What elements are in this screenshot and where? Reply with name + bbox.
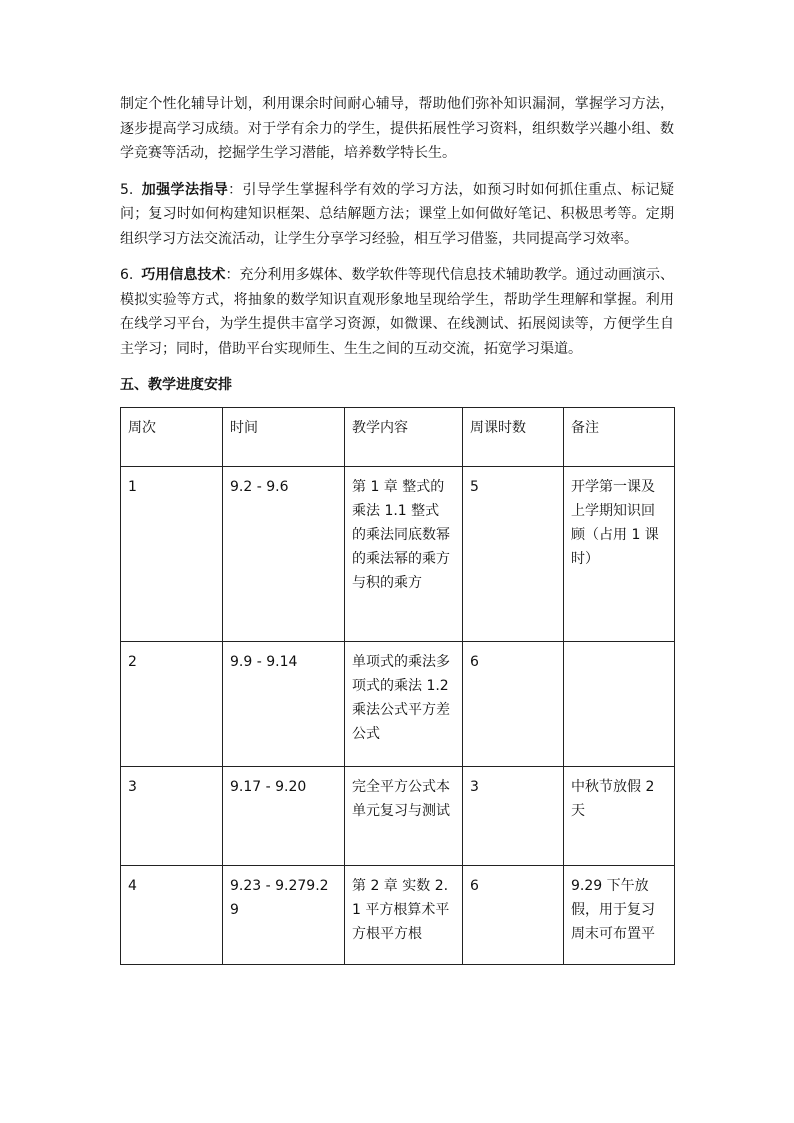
cell-week: 1 — [121, 467, 223, 642]
list-number: 6. — [120, 267, 134, 283]
paragraph-study-method — [120, 178, 674, 252]
cell-hours: 3 — [463, 767, 564, 866]
cell-notes — [564, 642, 675, 767]
cell-content: 单项式的乘法多项式的乘法 1.2 乘法公式平方差公式 — [345, 642, 463, 767]
paragraph-text: 充分利用多媒体、数学软件等现代信息技术辅助教学。通过动画演示、模拟实验等方式，将抽象的数学知识直观形象地呈现给学生，帮助学生理解和掌握。利用在线学习平台，为学生提供丰富学习资源，如微课、在线测试、拓展阅读等，方便学生自主学习；同时，借助平台实现师生、生生之间的互动交流，拓宽学习渠道。 — [120, 267, 675, 357]
table-row — [121, 866, 675, 965]
cell-hours: 5 — [463, 467, 564, 642]
header-notes: 备注 — [564, 408, 675, 467]
paragraph-text: 制定个性化辅导计划，利用课余时间耐心辅导，帮助他们弥补知识漏洞，掌握学习方法，逐步提高学习成绩。对于学有余力的学生，提供拓展性学习资料，组织数学兴趣小组、数学竞赛等活动，挖掘学生学习潜能，培养数学特长生。 — [120, 96, 674, 161]
paragraph-tutoring — [120, 92, 674, 166]
cell-content: 第 2 章 实数 2.1 平方根算术平方根平方根 — [345, 866, 463, 965]
cell-content: 第 1 章 整式的乘法 1.1 整式的乘法同底数幂的乘法幂的乘方与积的乘方 — [345, 467, 463, 642]
paragraph-title: 加强学法指导 — [141, 181, 229, 198]
list-number: 5. — [120, 181, 134, 198]
cell-notes: 开学第一课及上学期知识回顾（占用 1 课时） — [564, 467, 675, 642]
cell-week: 2 — [121, 642, 223, 767]
header-content: 教学内容 — [345, 408, 463, 467]
cell-content: 完全平方公式本单元复习与测试 — [345, 767, 463, 866]
header-hours: 周课时数 — [463, 408, 564, 467]
document-page — [120, 92, 674, 965]
table-row — [121, 767, 675, 866]
schedule-table — [120, 407, 675, 965]
cell-hours: 6 — [463, 866, 564, 965]
cell-notes: 9.29 下午放假，用于复习周末可布置平 — [564, 866, 675, 965]
paragraph-info-tech — [120, 263, 674, 361]
paragraph-text: 引导学生掌握科学有效的学习方法，如预习时如何抓住重点、标记疑问；复习时如何构建知识框架、总结解题方法；课堂上如何做好笔记、积极思考等。定期组织学习方法交流活动，让学生分享学习经验，相互学习借鉴，共同提高学习效率。 — [120, 181, 675, 247]
cell-notes: 中秋节放假 2 天 — [564, 767, 675, 866]
cell-week: 3 — [121, 767, 223, 866]
table-row — [121, 467, 675, 642]
header-week: 周次 — [121, 408, 223, 467]
cell-time: 9.17 - 9.20 — [223, 767, 345, 866]
header-time: 时间 — [223, 408, 345, 467]
cell-time: 9.23 - 9.279.29 — [223, 866, 345, 965]
table-header-row — [121, 408, 675, 467]
cell-week: 4 — [121, 866, 223, 965]
cell-time: 9.9 - 9.14 — [223, 642, 345, 767]
cell-time: 9.2 - 9.6 — [223, 467, 345, 642]
section-heading: 五、教学进度安排 — [120, 377, 232, 393]
cell-hours: 6 — [463, 642, 564, 767]
paragraph-title: 巧用信息技术 — [141, 267, 226, 283]
table-row — [121, 642, 675, 767]
title-colon: ： — [228, 181, 243, 198]
title-colon: ： — [225, 267, 240, 283]
